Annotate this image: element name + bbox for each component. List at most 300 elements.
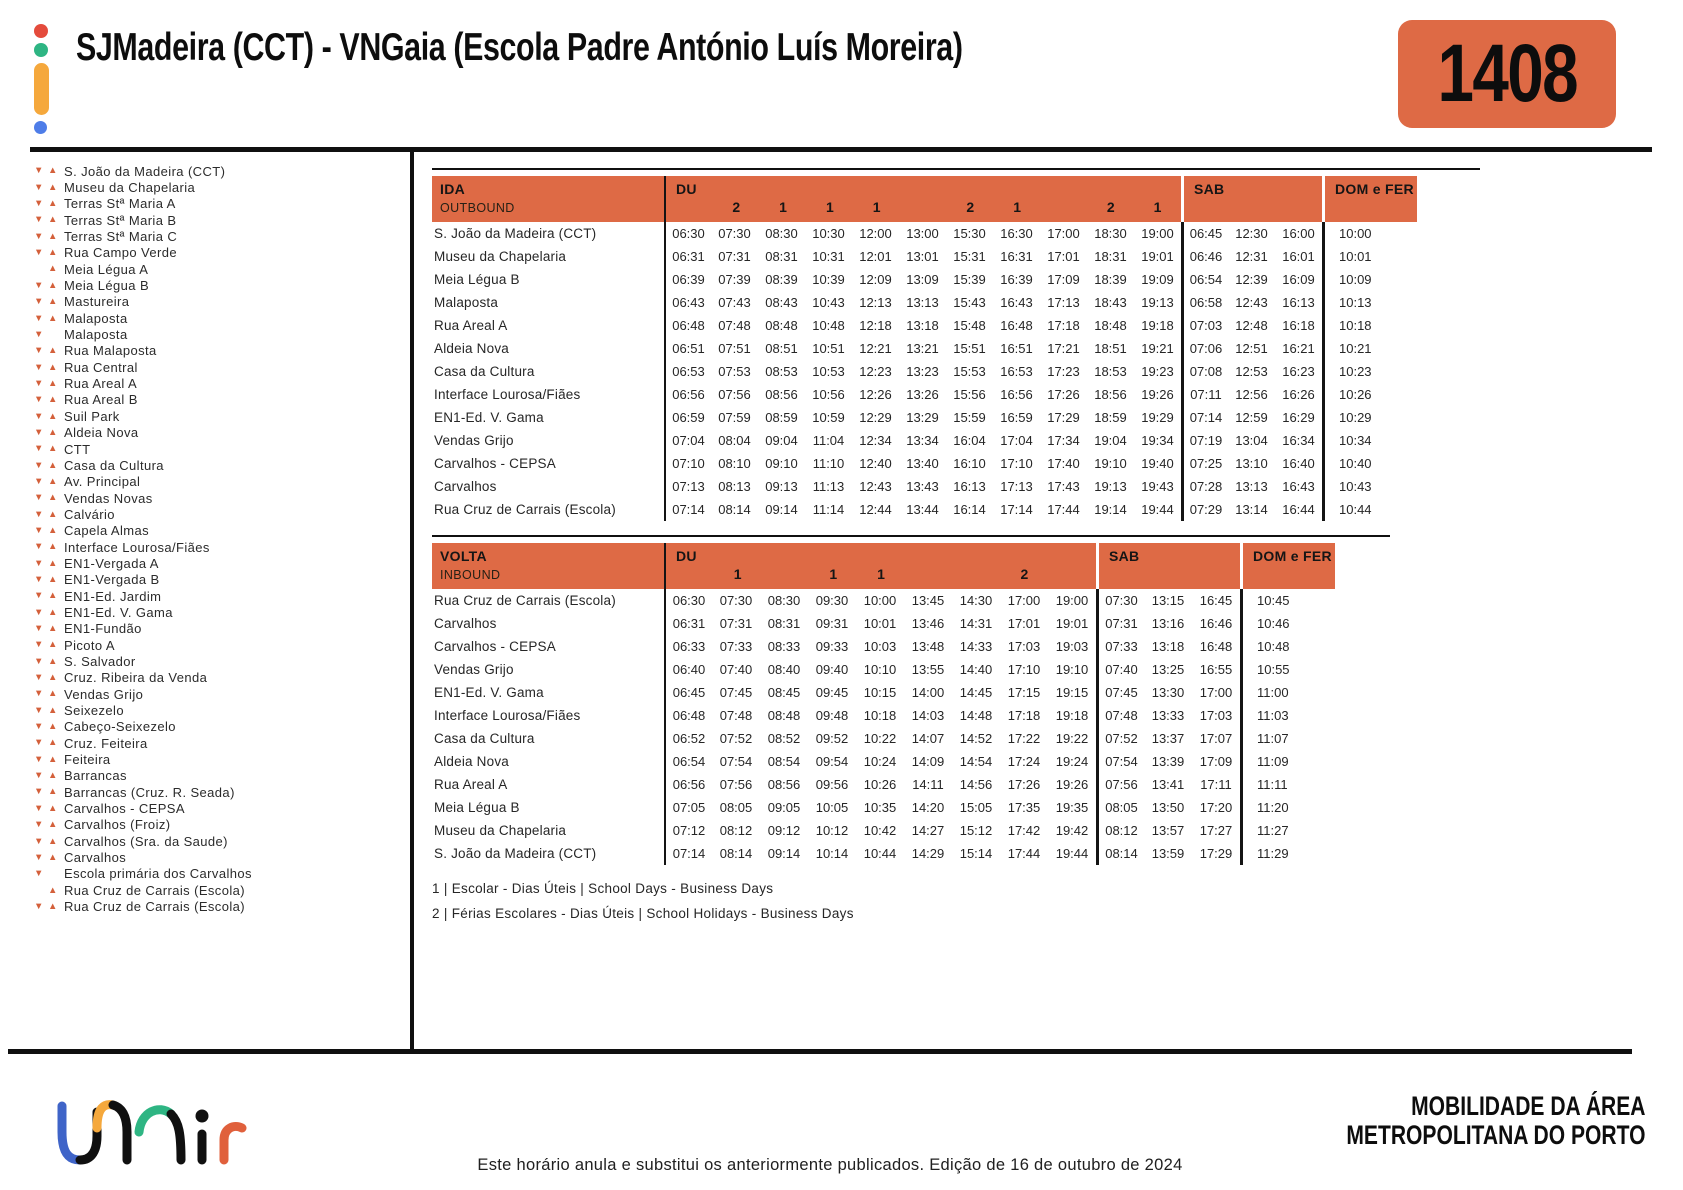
service-mark: 1 [733, 566, 742, 582]
time-cell: 13:40 [906, 456, 939, 471]
service-mark: 2 [1106, 199, 1115, 215]
service-mark: 1 [825, 199, 834, 215]
time-cell: 10:56 [812, 387, 845, 402]
time-cell: 19:15 [1055, 685, 1089, 700]
stop-list-item [34, 277, 252, 293]
outbound-triangle-icon: ▼ [34, 312, 44, 324]
time-cell: 09:31 [815, 616, 849, 631]
time-cell: 10:26 [1322, 383, 1417, 406]
inbound-triangle-icon: ▲ [48, 541, 58, 553]
timetable-row [432, 635, 1390, 658]
time-cell: 12:56 [1235, 387, 1268, 402]
stop-name: S. João da Madeira (CCT) [64, 163, 226, 179]
time-cell: 10:01 [1322, 245, 1417, 268]
time-cell: 07:31 [718, 249, 751, 264]
stop-list-item [34, 441, 252, 457]
time-cell: 17:43 [1047, 479, 1080, 494]
time-cell: 16:51 [1000, 341, 1033, 356]
outbound-triangle-icon: ▼ [34, 328, 44, 340]
timetable-row [432, 406, 1480, 429]
time-cell: 13:25 [1151, 662, 1185, 677]
time-cell: 14:52 [959, 731, 993, 746]
direction-label-en: OUTBOUND [440, 201, 515, 215]
time-cell: 07:40 [1096, 658, 1144, 681]
timetable-row [432, 658, 1390, 681]
timetable-row [432, 314, 1480, 337]
timetable-row [432, 704, 1390, 727]
time-cell: 08:31 [767, 616, 801, 631]
timetable-row [432, 360, 1480, 383]
time-cell: 16:48 [1000, 318, 1033, 333]
time-cell: 17:20 [1199, 800, 1233, 815]
inbound-triangle-icon: ▲ [48, 835, 58, 847]
time-cell: 10:18 [863, 708, 897, 723]
stop-name-cell: Carvalhos - CEPSA [434, 456, 556, 471]
time-cell: 12:18 [859, 318, 892, 333]
time-cell: 07:56 [718, 387, 751, 402]
time-cell: 10:23 [1322, 360, 1417, 383]
time-cell: 09:54 [815, 754, 849, 769]
time-cell: 11:07 [1240, 727, 1335, 750]
time-cell: 11:00 [1240, 681, 1335, 704]
stop-name: Rua Areal B [64, 392, 138, 408]
time-cell: 16:21 [1282, 341, 1315, 356]
time-cell: 11:04 [812, 433, 845, 448]
inbound-triangle-icon: ▲ [48, 475, 58, 487]
timetable-row [432, 337, 1480, 360]
time-cell: 13:09 [906, 272, 939, 287]
inbound-triangle-icon: ▲ [48, 247, 58, 259]
time-cell: 10:10 [863, 662, 897, 677]
stop-name: Rua Areal A [64, 376, 138, 392]
time-cell: 19:13 [1141, 295, 1174, 310]
time-cell: 12:23 [859, 364, 892, 379]
stop-name: Picoto A [64, 637, 115, 653]
time-cell: 16:43 [1000, 295, 1033, 310]
inbound-triangle-icon: ▲ [48, 770, 58, 782]
time-cell: 10:29 [1322, 406, 1417, 429]
outbound-triangle-icon: ▼ [34, 459, 44, 471]
time-cell: 11:29 [1240, 842, 1335, 865]
blue-dot-icon [34, 121, 47, 134]
time-cell: 12:44 [859, 502, 892, 517]
timetable-row [432, 498, 1480, 521]
service-mark [762, 566, 810, 586]
service-section-header-du [664, 176, 1181, 222]
timetable-row [432, 452, 1480, 475]
time-cell: 10:00 [1322, 222, 1417, 245]
stop-list-item [34, 425, 252, 441]
time-cell: 14:33 [959, 639, 993, 654]
stop-list-item [34, 212, 252, 228]
stop-list-item [34, 784, 252, 800]
time-cell: 16:39 [1000, 272, 1033, 287]
time-cell: 07:25 [1181, 452, 1228, 475]
service-label-dom: DOM e FER [1253, 548, 1332, 564]
time-cell: 18:30 [1094, 226, 1127, 241]
time-cell: 10:22 [863, 731, 897, 746]
time-cell: 08:39 [765, 272, 798, 287]
time-cell: 14:07 [911, 731, 945, 746]
stop-name: Rua Cruz de Carrais (Escola) [64, 899, 245, 915]
time-cell: 08:52 [767, 731, 801, 746]
stop-list-item [34, 637, 252, 653]
time-cell: 10:18 [1322, 314, 1417, 337]
direction-header-block [432, 543, 664, 589]
stop-name-cell: EN1-Ed. V. Gama [434, 410, 544, 425]
time-cell: 17:24 [1007, 754, 1041, 769]
time-cell: 07:31 [719, 616, 753, 631]
stop-name: Carvalhos [64, 850, 127, 866]
inbound-triangle-icon: ▲ [48, 851, 58, 863]
outbound-triangle-icon: ▼ [34, 296, 44, 308]
stop-name-cell: Aldeia Nova [434, 754, 509, 769]
outbound-triangle-icon: ▼ [34, 704, 44, 716]
time-cell: 10:24 [863, 754, 897, 769]
time-cell: 19:42 [1055, 823, 1089, 838]
time-cell: 12:40 [859, 456, 892, 471]
red-dot-icon [34, 24, 48, 38]
stop-name-cell: Interface Lourosa/Fiães [434, 387, 581, 402]
time-cell: 07:43 [718, 295, 751, 310]
time-cell: 10:21 [1322, 337, 1417, 360]
time-cell: 06:31 [664, 245, 711, 268]
time-cell: 08:04 [718, 433, 751, 448]
stop-list-item [34, 833, 252, 849]
inbound-triangle-icon: ▲ [48, 198, 58, 210]
time-cell: 08:30 [767, 593, 801, 608]
time-cell: 08:48 [765, 318, 798, 333]
time-cell: 17:09 [1047, 272, 1080, 287]
service-mark: 1 [779, 199, 787, 215]
inbound-triangle-icon: ▲ [48, 623, 58, 635]
table-header [432, 176, 1480, 222]
time-cell: 19:21 [1141, 341, 1174, 356]
inbound-triangle-icon: ▲ [48, 312, 58, 324]
outbound-triangle-icon: ▼ [34, 181, 44, 193]
time-cell: 07:30 [719, 593, 753, 608]
time-cell: 12:29 [859, 410, 892, 425]
unir-logo [46, 1076, 256, 1171]
stop-list-item [34, 490, 252, 506]
time-cell: 19:35 [1055, 800, 1089, 815]
stop-name-cell: Rua Cruz de Carrais (Escola) [434, 502, 616, 517]
time-cell: 07:10 [664, 452, 711, 475]
time-cell: 17:07 [1199, 731, 1233, 746]
stop-list-item [34, 506, 252, 522]
time-cell: 10:14 [815, 846, 849, 861]
outbound-triangle-icon: ▼ [34, 672, 44, 684]
stop-name: Mastureira [64, 294, 130, 310]
time-cell: 19:14 [1094, 502, 1127, 517]
amp-line2: METROPOLITANA DO PORTO [1345, 1119, 1645, 1150]
time-cell: 15:31 [953, 249, 986, 264]
outbound-triangle-icon: ▼ [34, 721, 44, 733]
stop-list-item [34, 817, 252, 833]
time-cell: 14:27 [911, 823, 945, 838]
time-cell: 06:46 [1181, 245, 1228, 268]
time-cell: 12:21 [859, 341, 892, 356]
time-cell: 06:52 [664, 727, 712, 750]
time-cell: 16:48 [1199, 639, 1233, 654]
time-cell: 07:14 [664, 498, 711, 521]
time-cell: 11:11 [1240, 773, 1335, 796]
outbound-triangle-icon: ▼ [34, 492, 44, 504]
time-cell: 19:03 [1055, 639, 1089, 654]
amp-line1: MOBILIDADE DA ÁREA [1410, 1091, 1645, 1121]
time-cell: 09:14 [767, 846, 801, 861]
service-mark [1041, 199, 1088, 219]
time-cell: 07:52 [1096, 727, 1144, 750]
inbound-triangle-icon: ▲ [48, 884, 58, 896]
time-cell: 18:31 [1094, 249, 1127, 264]
stop-name: Casa da Cultura [64, 457, 164, 473]
time-cell: 11:14 [812, 502, 845, 517]
stop-list-item [34, 196, 252, 212]
outbound-triangle-icon: ▼ [34, 279, 44, 291]
time-cell: 14:00 [911, 685, 945, 700]
stop-list-item [34, 179, 252, 195]
time-cell: 07:14 [1181, 406, 1228, 429]
time-cell: 16:53 [1000, 364, 1033, 379]
service-mark [1193, 566, 1240, 586]
stop-name: Rua Campo Verde [64, 245, 177, 261]
stop-name-cell: Museu da Chapelaria [434, 823, 567, 838]
timetable-row [432, 796, 1390, 819]
time-cell: 18:51 [1094, 341, 1127, 356]
time-cell: 12:30 [1235, 226, 1268, 241]
time-cell: 19:18 [1055, 708, 1089, 723]
service-mark: 2 [966, 199, 975, 215]
time-cell: 08:43 [765, 295, 798, 310]
time-cell: 14:09 [911, 754, 945, 769]
time-cell: 14:31 [959, 616, 993, 631]
logo-black-stroke-2 [113, 1105, 127, 1160]
timetable-row [432, 750, 1390, 773]
time-cell: 17:04 [1000, 433, 1033, 448]
outbound-triangle-icon: ▼ [34, 574, 44, 586]
stop-name-cell: Casa da Cultura [434, 364, 535, 379]
time-cell: 09:52 [815, 731, 849, 746]
route-title: SJMadeira (CCT) - VNGaia (Escola Padre António Luís Moreira) [76, 26, 963, 69]
time-cell: 08:05 [719, 800, 753, 815]
service-label-sab: SAB [1194, 181, 1225, 197]
time-cell: 13:50 [1151, 800, 1185, 815]
time-cell: 10:39 [812, 272, 845, 287]
timetable-row [432, 429, 1480, 452]
time-cell: 18:56 [1094, 387, 1127, 402]
time-cell: 09:04 [765, 433, 798, 448]
stop-name: Meia Légua B [64, 278, 150, 294]
stop-name: EN1-Fundão [64, 621, 142, 637]
inbound-triangle-icon: ▲ [48, 606, 58, 618]
outbound-triangle-icon: ▼ [34, 753, 44, 765]
outbound-triangle-icon: ▼ [34, 868, 44, 880]
stop-list-item [34, 572, 252, 588]
stop-name: EN1-Ed. V. Gama [64, 604, 173, 620]
service-mark [666, 199, 713, 219]
time-cell: 08:13 [718, 479, 751, 494]
time-cell: 08:40 [767, 662, 801, 677]
service-label-du: DU [676, 181, 697, 197]
time-cell: 10:44 [1322, 498, 1417, 521]
time-cell: 13:00 [906, 226, 939, 241]
stop-list-item [34, 408, 252, 424]
time-cell: 08:59 [765, 410, 798, 425]
timetable-row [432, 222, 1480, 245]
time-cell: 06:53 [664, 360, 711, 383]
stop-name: Feiteira [64, 752, 111, 768]
logo-black-stroke-3 [171, 1114, 181, 1160]
time-cell: 07:28 [1181, 475, 1228, 498]
time-cell: 16:56 [1000, 387, 1033, 402]
inbound-triangle-icon: ▲ [48, 345, 58, 357]
time-cell: 09:14 [765, 502, 798, 517]
service-mark [1099, 566, 1146, 586]
marks-row [666, 566, 1096, 586]
time-cell: 19:44 [1141, 502, 1174, 517]
inbound-triangle-icon: ▲ [48, 426, 58, 438]
stop-list-item [34, 866, 252, 882]
time-cell: 09:30 [815, 593, 849, 608]
time-cell: 10:44 [863, 846, 897, 861]
yellow-pill-icon [34, 63, 49, 115]
time-cell: 17:26 [1007, 777, 1041, 792]
time-cell: 07:31 [1096, 612, 1144, 635]
time-cell: 17:00 [1199, 685, 1233, 700]
time-cell: 13:16 [1151, 616, 1185, 631]
timetable-row [432, 612, 1390, 635]
time-cell: 10:12 [815, 823, 849, 838]
time-cell: 07:40 [719, 662, 753, 677]
time-cell: 09:56 [815, 777, 849, 792]
time-cell: 10:03 [863, 639, 897, 654]
time-cell: 06:54 [1181, 268, 1228, 291]
inbound-triangle-icon: ▲ [48, 230, 58, 242]
edition-disclaimer: Este horário anula e substitui os anteriormente publicados. Edição de 16 de outubro de 2024 [477, 1156, 1183, 1174]
outbound-triangle-icon: ▼ [34, 557, 44, 569]
time-cell: 13:14 [1235, 502, 1268, 517]
time-cell: 11:09 [1240, 750, 1335, 773]
inbound-triangle-icon: ▲ [48, 737, 58, 749]
time-cell: 16:30 [1000, 226, 1033, 241]
time-cell: 08:30 [765, 226, 798, 241]
stop-name-cell: Vendas Grijo [434, 433, 514, 448]
stop-list-item [34, 686, 252, 702]
outbound-triangle-icon: ▼ [34, 230, 44, 242]
time-cell: 13:10 [1235, 456, 1268, 471]
time-cell: 09:12 [767, 823, 801, 838]
time-cell: 13:26 [906, 387, 939, 402]
time-cell: 13:46 [911, 616, 945, 631]
time-cell: 17:10 [1007, 662, 1041, 677]
time-cell: 06:45 [664, 681, 712, 704]
stop-list-item [34, 539, 252, 555]
stop-name: EN1-Vergada B [64, 572, 160, 588]
outbound-triangle-icon: ▼ [34, 851, 44, 863]
stop-name-cell: S. João da Madeira (CCT) [434, 846, 597, 861]
time-cell: 10:59 [812, 410, 845, 425]
direction-header-block [432, 176, 664, 222]
inbound-triangle-icon: ▲ [48, 492, 58, 504]
outbound-triangle-icon: ▼ [34, 214, 44, 226]
time-cell: 07:30 [718, 226, 751, 241]
outbound-triangle-icon: ▼ [34, 541, 44, 553]
time-cell: 10:01 [863, 616, 897, 631]
time-cell: 14:30 [959, 593, 993, 608]
inbound-triangle-icon: ▲ [48, 443, 58, 455]
stop-name: Malaposta [64, 310, 128, 326]
stop-list-item [34, 898, 252, 914]
time-cell: 06:33 [664, 635, 712, 658]
stop-name: Av. Principal [64, 474, 141, 490]
time-cell: 12:43 [1235, 295, 1268, 310]
stop-name: Interface Lourosa/Fiães [64, 539, 210, 555]
timetable-row [432, 819, 1390, 842]
time-cell: 13:55 [911, 662, 945, 677]
time-cell: 10:00 [863, 593, 897, 608]
outbound-triangle-icon: ▼ [34, 802, 44, 814]
timetable-row [432, 773, 1390, 796]
time-cell: 17:11 [1200, 777, 1232, 792]
stop-name: Seixezelo [64, 703, 124, 719]
time-cell: 13:23 [906, 364, 939, 379]
stop-list-item [34, 653, 252, 669]
inbound-triangle-icon: ▲ [48, 590, 58, 602]
timetable-row [432, 268, 1480, 291]
time-cell: 06:39 [664, 268, 711, 291]
time-cell: 09:33 [815, 639, 849, 654]
time-cell: 13:45 [911, 593, 945, 608]
timetable-row [432, 245, 1480, 268]
inbound-triangle-icon: ▲ [48, 181, 58, 193]
time-cell: 18:59 [1094, 410, 1127, 425]
time-cell: 06:30 [664, 589, 712, 612]
time-cell: 06:59 [664, 406, 711, 429]
time-cell: 19:40 [1141, 456, 1174, 471]
direction-label-pt: VOLTA [440, 548, 487, 564]
time-cell: 16:23 [1282, 364, 1315, 379]
stop-list-item [34, 670, 252, 686]
stop-name: EN1-Vergada A [64, 555, 159, 571]
time-cell: 16:59 [1000, 410, 1033, 425]
time-cell: 17:44 [1007, 846, 1041, 861]
time-cell: 12:34 [859, 433, 892, 448]
inbound-triangle-icon: ▲ [48, 361, 58, 373]
time-cell: 16:10 [953, 456, 986, 471]
time-cell: 15:39 [953, 272, 986, 287]
stop-list-item [34, 375, 252, 391]
timetable-row [432, 383, 1480, 406]
route-number-badge [1398, 20, 1616, 128]
service-notes [432, 876, 854, 926]
inbound-timetable [432, 535, 1390, 865]
service-mark [905, 566, 953, 586]
time-cell: 07:53 [718, 364, 751, 379]
stop-list-item [34, 294, 252, 310]
time-cell: 17:10 [1000, 456, 1033, 471]
time-cell: 08:14 [718, 502, 751, 517]
time-cell: 16:18 [1282, 318, 1315, 333]
top-divider [30, 147, 1652, 152]
outbound-triangle-icon: ▼ [34, 770, 44, 782]
time-cell: 14:48 [959, 708, 993, 723]
stop-name-cell: Carvalhos [434, 479, 497, 494]
time-cell: 15:59 [953, 410, 986, 425]
time-cell: 18:48 [1094, 318, 1127, 333]
stop-name: Museu da Chapelaria [64, 180, 196, 196]
stop-list-item [34, 228, 252, 244]
